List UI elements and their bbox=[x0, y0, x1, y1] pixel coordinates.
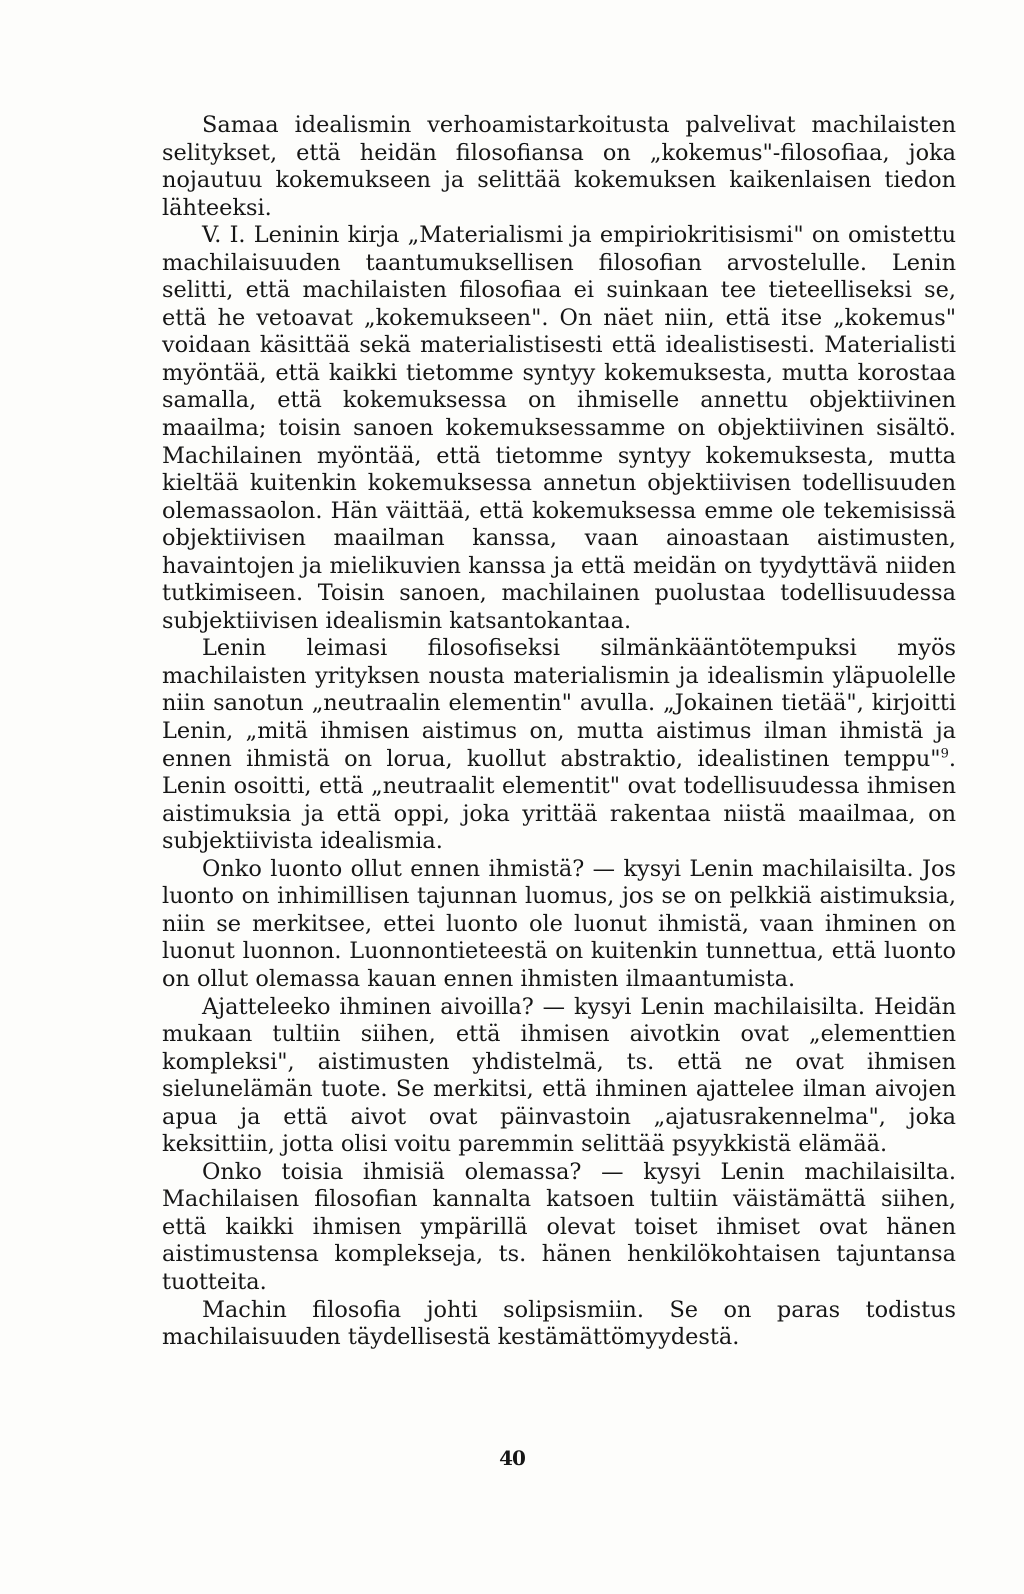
paragraph-3-tail: . Lenin osoitti, että „neutraalit elementit" ovat todellisuudessa ihmisen aistimuksia ja että oppi, joka yrittää rakentaa niistä maailmaa, on subjektiivista idealismia. bbox=[162, 745, 956, 855]
paragraph-2: V. I. Leninin kirja „Materialismi ja empiriokritisismi" on omistettu machilaisuuden taantumuksellisen filosofian arvostelulle. Lenin selitti, että machilaisten filosofiaa ei suinkaan tee tieteelliseksi se, että he vetoavat „kokemukseen". On näet niin, että itse „kokemus" voidaan käsittää sekä materialistisesti että idealistisesti. Materialisti myöntää, että kaikki tietomme syntyy kokemuksesta, mutta korostaa samalla, että kokemuksessa on ihmiselle annettu objektiivinen maailma; toisin sanoen kokemuksessamme on objektiivinen sisältö. Machilainen myöntää, että tietomme syntyy kokemuksesta, mutta kieltää kuitenkin kokemuksessa annetun objektiivisen todellisuuden olemassaolon. Hän väittää, että kokemuksessa emme ole tekemisissä objektiivisen maailman kanssa, vaan ainoastaan aistimusten, havaintojen ja mielikuvien kanssa ja että meidän on tyydyttävä niiden tutkimiseen. Toisin sanoen, machilainen puolustaa todellisuudessa subjektiivisen idealismin katsantokantaa. bbox=[162, 222, 956, 634]
paragraph-6: Onko toisia ihmisiä olemassa? — kysyi Lenin machilaisilta. Machilaisen filosofian kannalta katsoen tultiin väistämättä siihen, että kaikki ihmisen ympärillä olevat toiset ihmiset ovat hänen aistimustensa komplekseja, ts. hänen henkilökohtaisen tajuntansa tuotteita. bbox=[162, 1158, 956, 1295]
body-text bbox=[162, 112, 956, 1352]
paragraph-3-head: Lenin leimasi filosofiseksi silmänkääntötempuksi myös machilaisten yrityksen nousta materialismin ja idealismin yläpuolelle niin sanotun „neutraalin elementin" avulla. „Jokainen tietää", kirjoitti Lenin, „mitä ihmisen aistimus on, mutta aistimus ilman ihmistä ja ennen ihmistä on lorua, kuollut abstraktio, idealistinen temppu" bbox=[162, 635, 956, 772]
paragraph-4: Onko luonto ollut ennen ihmistä? — kysyi Lenin machilaisilta. Jos luonto on inhimillisen tajunnan luomus, jos se on pelkkiä aistimuksia, niin se merkitsee, ettei luonto ole luonut ihmistä, vaan ihminen on luonut luonnon. Luonnontieteestä on kuitenkin tunnettua, että luonto on ollut olemassa kauan ennen ihmisten ilmaantumista. bbox=[162, 855, 956, 992]
footnote-reference: 9 bbox=[940, 746, 949, 762]
paragraph-7: Machin filosofia johti solipsismiin. Se on paras todistus machilaisuuden täydellisestä kestämättömyydestä. bbox=[162, 1296, 956, 1351]
paragraph-5: Ajatteleeko ihminen aivoilla? — kysyi Lenin machilaisilta. Heidän mukaan tultiin siihen, että ihmisen aivotkin ovat „elementtien kompleksi", aistimusten yhdistelmä, ts. että ne ovat ihmisen sielunelämän tuote. Se merkitsi, että ihminen ajattelee ilman aivojen apua ja että aivot ovat päinvastoin „ajatusrakennelma", joka keksittiin, jotta olisi voitu paremmin selittää psyykkistä elämää. bbox=[162, 993, 956, 1158]
page-number: 40 bbox=[499, 1446, 525, 1470]
paragraph-3 bbox=[162, 635, 956, 855]
paragraph-1: Samaa idealismin verhoamistarkoitusta palvelivat machilaisten selitykset, että heidän filosofiansa on „kokemus"-filosofiaa, joka nojautuu kokemukseen ja selittää kokemuksen kaikenlaisen tiedon lähteeksi. bbox=[162, 112, 956, 221]
